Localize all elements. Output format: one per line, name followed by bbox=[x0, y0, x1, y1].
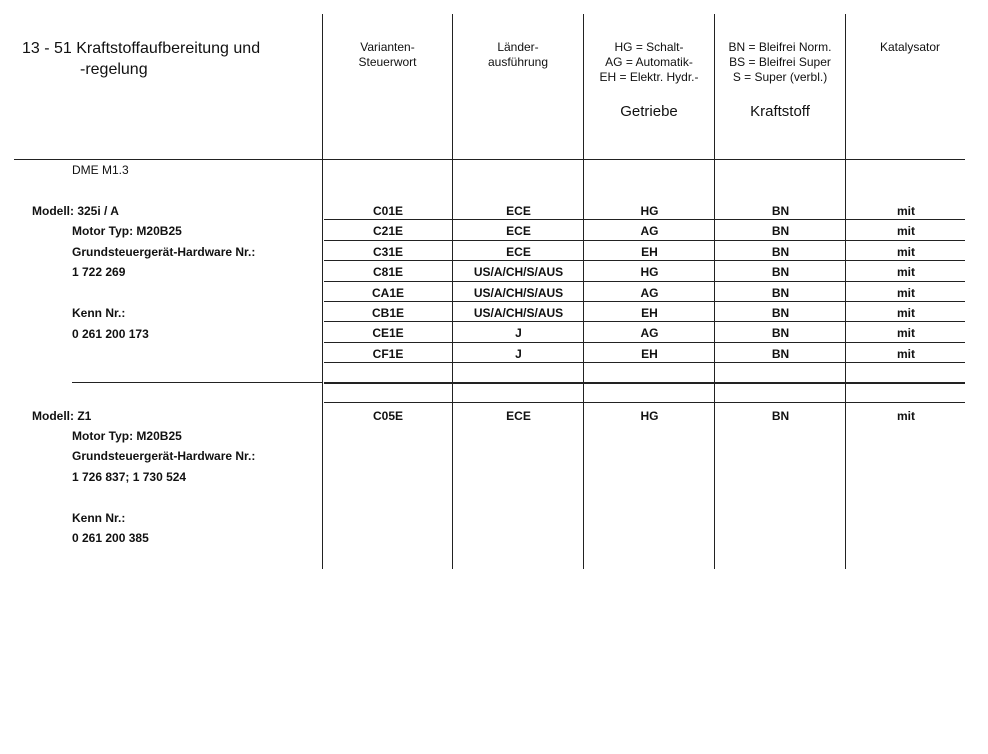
header-kraftstoff-line2: BS = Bleifrei Super bbox=[729, 55, 831, 69]
header-kraftstoff-line1: BN = Bleifrei Norm. bbox=[728, 40, 832, 54]
header-varianten-line1: Varianten- bbox=[360, 40, 415, 54]
cell-varianten: CB1E bbox=[371, 306, 404, 320]
cell-laender: J bbox=[515, 326, 522, 341]
group-separator bbox=[324, 402, 965, 403]
group1-model-label: Modell: 325i / A bbox=[32, 204, 119, 218]
header-divider bbox=[14, 159, 965, 160]
group1-hardware-label: Grundsteuergerät-Hardware Nr.: bbox=[72, 245, 256, 259]
table-row-divider bbox=[324, 342, 965, 343]
cell-kraftstoff: BN bbox=[771, 285, 790, 300]
cell-getriebe: AG bbox=[640, 326, 659, 341]
header-getriebe bbox=[584, 40, 714, 85]
table-row-divider bbox=[324, 240, 965, 241]
cell-getriebe: AG bbox=[640, 224, 659, 239]
cell-kraftstoff: BN bbox=[771, 306, 790, 320]
cell-kraftstoff: BN bbox=[771, 409, 790, 423]
cell-getriebe: EH bbox=[641, 306, 658, 320]
cell-kraftstoff: BN bbox=[771, 224, 790, 239]
cell-kraftstoff: BN bbox=[771, 244, 790, 259]
group-separator bbox=[324, 382, 965, 383]
header-kraftstoff-line3: S = Super (verbl.) bbox=[732, 70, 828, 84]
cell-laender: US/A/CH/S/AUS bbox=[473, 285, 564, 300]
cell-getriebe: EH bbox=[641, 346, 658, 361]
cell-laender: US/A/CH/S/AUS bbox=[473, 306, 564, 320]
table-row-divider bbox=[324, 219, 965, 220]
cell-kraftstoff: BN bbox=[771, 346, 790, 361]
cell-varianten: CA1E bbox=[371, 285, 404, 300]
cell-katalysator: mit bbox=[897, 306, 915, 320]
column-divider bbox=[845, 14, 846, 569]
header-laender-line1: Länder- bbox=[497, 40, 539, 54]
group2-kenn-label: Kenn Nr.: bbox=[72, 511, 126, 525]
page-title bbox=[22, 38, 317, 80]
table-row-divider bbox=[324, 321, 965, 322]
table-row-divider bbox=[324, 281, 965, 282]
table-row-divider bbox=[324, 362, 965, 363]
cell-getriebe: HG bbox=[640, 409, 659, 423]
cell-laender: ECE bbox=[506, 224, 531, 239]
header-laender bbox=[453, 40, 583, 70]
header-getriebe-line1: HG = Schalt- bbox=[614, 40, 684, 54]
cell-varianten: CF1E bbox=[372, 346, 404, 361]
column-divider bbox=[452, 14, 453, 569]
header-katalysator: Katalysator bbox=[879, 40, 941, 54]
column-divider bbox=[714, 14, 715, 569]
cell-varianten: C05E bbox=[372, 409, 404, 423]
header-kraftstoff bbox=[715, 40, 845, 85]
group2-hardware-label: Grundsteuergerät-Hardware Nr.: bbox=[72, 449, 256, 463]
cell-varianten: CE1E bbox=[372, 326, 404, 341]
cell-getriebe: EH bbox=[641, 244, 658, 259]
cell-varianten: C01E bbox=[372, 204, 404, 218]
cell-katalysator: mit bbox=[897, 204, 915, 218]
header-kraftstoff-title: Kraftstoff bbox=[750, 103, 810, 120]
cell-kraftstoff: BN bbox=[771, 204, 790, 218]
page-title-line2: -regelung bbox=[80, 61, 148, 78]
cell-katalysator: mit bbox=[897, 285, 915, 300]
group2-motor-label: Motor Typ: M20B25 bbox=[72, 429, 182, 443]
cell-varianten: C81E bbox=[372, 265, 404, 280]
header-getriebe-line2: AG = Automatik- bbox=[605, 55, 693, 69]
page-title-line1: 13 - 51 Kraftstoffaufbereitung und bbox=[22, 40, 261, 57]
group1-kenn-label: Kenn Nr.: bbox=[72, 306, 126, 320]
cell-getriebe: AG bbox=[640, 285, 659, 300]
cell-varianten: C31E bbox=[372, 244, 404, 259]
cell-katalysator: mit bbox=[897, 224, 915, 239]
cell-getriebe: HG bbox=[640, 265, 659, 280]
group1-hardware-number: 1 722 269 bbox=[72, 265, 126, 279]
group1-motor-label: Motor Typ: M20B25 bbox=[72, 224, 182, 238]
group-separator bbox=[72, 382, 322, 383]
column-divider bbox=[322, 14, 323, 569]
cell-katalysator: mit bbox=[897, 326, 915, 341]
column-divider bbox=[583, 14, 584, 569]
cell-getriebe: HG bbox=[640, 204, 659, 218]
group2-hardware-number: 1 726 837; 1 730 524 bbox=[72, 470, 187, 484]
cell-laender: ECE bbox=[506, 204, 531, 218]
cell-kraftstoff: BN bbox=[771, 326, 790, 341]
cell-laender: ECE bbox=[506, 409, 531, 423]
cell-laender: ECE bbox=[506, 244, 531, 259]
cell-katalysator: mit bbox=[897, 265, 915, 280]
header-getriebe-line3: EH = Elektr. Hydr.- bbox=[599, 70, 699, 84]
cell-kraftstoff: BN bbox=[771, 265, 790, 280]
group2-kenn-number: 0 261 200 385 bbox=[72, 531, 149, 545]
table-row-divider bbox=[324, 260, 965, 261]
system-label: DME M1.3 bbox=[72, 163, 129, 177]
cell-katalysator: mit bbox=[897, 244, 915, 259]
header-varianten-line2: Steuerwort bbox=[358, 55, 417, 69]
table-row-divider bbox=[324, 301, 965, 302]
cell-katalysator: mit bbox=[897, 346, 915, 361]
cell-katalysator: mit bbox=[897, 409, 915, 423]
cell-laender: US/A/CH/S/AUS bbox=[473, 265, 564, 280]
cell-laender: J bbox=[515, 346, 522, 361]
header-laender-line2: ausführung bbox=[487, 55, 549, 69]
header-varianten bbox=[323, 40, 452, 70]
header-getriebe-title: Getriebe bbox=[620, 103, 678, 120]
group2-model-label: Modell: Z1 bbox=[32, 409, 92, 423]
group1-kenn-number: 0 261 200 173 bbox=[72, 327, 149, 341]
cell-varianten: C21E bbox=[372, 224, 404, 239]
